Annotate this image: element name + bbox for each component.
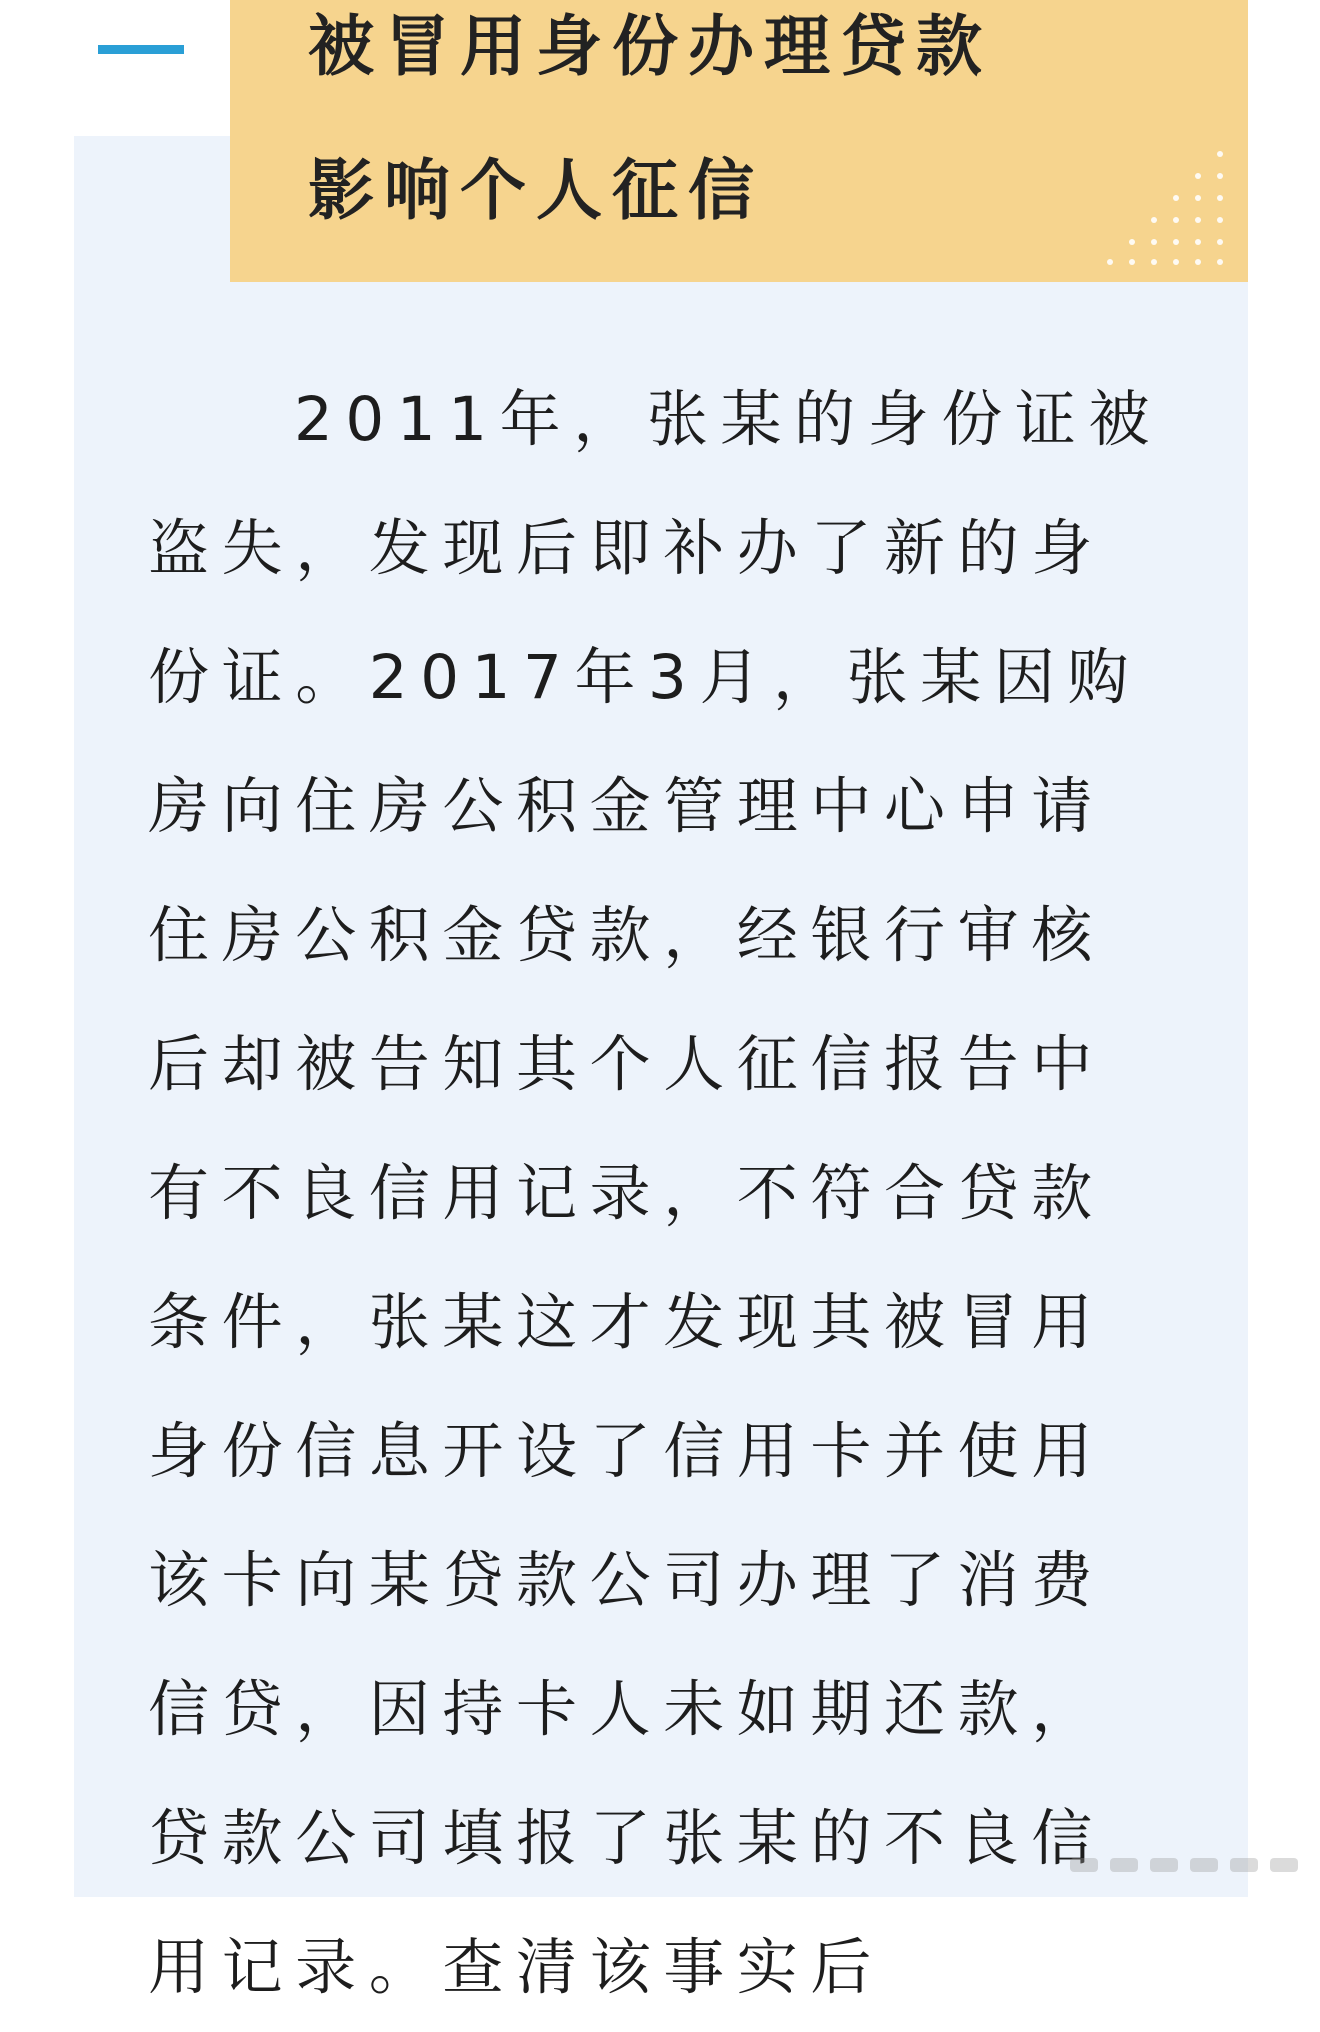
- article-body: 2011年，张某的身份证被盗失，发现后即补办了新的身份证。2017年3月，张某因购房向住房公积金管理中心申请住房公积金贷款，经银行审核后却被告知其个人征信报告中有不良信用记录，不符合贷款条件，张某这才发现其被冒用身份信息开设了信用卡并使用该卡向某贷款公司办理了消费信贷，因持卡人未如期还款，贷款公司填报了张某的不良信用记录。查清该事实后: [148, 384, 1163, 2003]
- dots-decoration-icon: [1090, 146, 1230, 266]
- watermark-icon: [1070, 1848, 1320, 1882]
- accent-dash: [98, 45, 184, 54]
- title-banner: [230, 0, 1248, 282]
- title-line-2: 影响个人征信: [308, 152, 764, 229]
- title-line-1: 被冒用身份办理贷款: [308, 8, 992, 85]
